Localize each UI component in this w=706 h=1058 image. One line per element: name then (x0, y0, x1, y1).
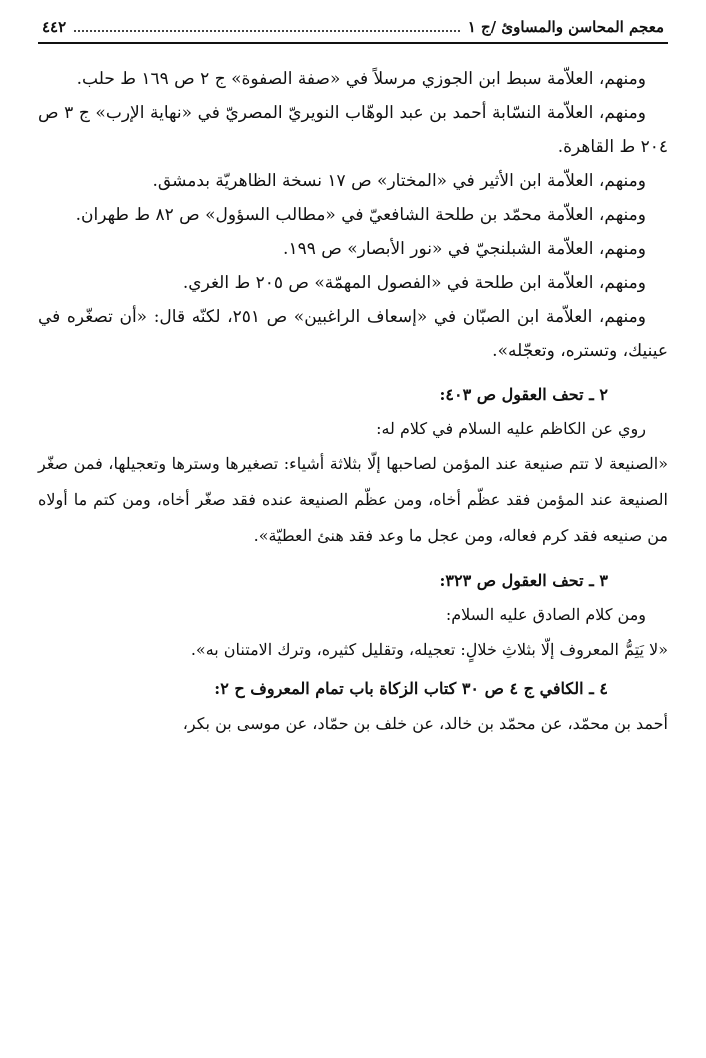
page-number: ٤٤٢ (42, 18, 67, 36)
running-header (38, 18, 668, 44)
paragraph-4: ومنهم، العلاّمة محمّد بن طلحة الشافعيّ في «مطالب السؤول» ص ٨٢ ط طهران. (75, 205, 646, 225)
section-3-heading: ٣ ـ تحف العقول ص ٣٢٣: (439, 571, 608, 590)
section-3-quote: «لا يَتِمُّ المعروف إلّا بثلاثِ خلالٍ: تعجيله، وتقليل كثيره، وترك الامتنان به». (190, 640, 668, 659)
section-2-intro: روي عن الكاظم عليه السلام في كلام له: (376, 419, 646, 438)
section-4-text: أحمد بن محمّد، عن محمّد بن خالد، عن خلف بن حمّاد، عن موسى بن بكر، (182, 714, 668, 733)
section-4-heading: ٤ ـ الكافي ج ٤ ص ٣٠ كتاب الزكاة باب تمام المعروف ح ٢: (214, 679, 608, 698)
header-dot-leader (74, 20, 460, 32)
paragraph-7: ومنهم، العلاّمة ابن الصبّان في «إسعاف الراغبين» ص ٢٥١، لكنّه قال: «أن تصغّره في عينيك، وتستره، وتعجّله». (38, 307, 668, 361)
spacer (38, 554, 668, 560)
paragraph-6: ومنهم، العلاّمة ابن طلحة في «الفصول المهمّة» ص ٢٠٥ ط الغري. (182, 273, 646, 293)
section-2-quote: «الصنيعة لا تتم صنيعة عند المؤمن لصاحبها إلّا بثلاثة أشياء: تصغيرها وسترها وتعجيلها، فمن صغّر الصنيعة عند المؤمن فقد عظّم أخاه، ومن عظّم الصنيعة عنده فقد صغّر أخاه، ومن كتم ما أولاه من صنيعه فقد كرم فعاله، ومن عجل ما وعد فقد هنئ العطيّة». (38, 454, 668, 545)
running-title: معجم المحاسن والمساوئ /ج ١ (467, 18, 664, 36)
paragraph-3: ومنهم، العلاّمة ابن الأثير في «المختار» ص ١٧ نسخة الظاهريّة بدمشق. (152, 171, 646, 191)
paragraph-1: ومنهم، العلاّمة سبط ابن الجوزي مرسلاً في «صفة الصفوة» ج ٢ ص ١٦٩ ط حلب. (76, 69, 646, 89)
section-3-intro: ومن كلام الصادق عليه السلام: (445, 605, 646, 624)
spacer (38, 368, 668, 374)
section-2-heading: ٢ ـ تحف العقول ص ٤٠٣: (439, 385, 608, 404)
document-page (38, 18, 668, 1038)
paragraph-5: ومنهم، العلاّمة الشبلنجيّ في «نور الأبصار» ص ١٩٩. (283, 239, 646, 259)
paragraph-2: ومنهم، العلاّمة النسّابة أحمد بن عبد الوهّاب النويريّ المصريّ في «نهاية الإرب» ج ٣ ص ٢٠٤ ط القاهرة. (38, 103, 668, 157)
